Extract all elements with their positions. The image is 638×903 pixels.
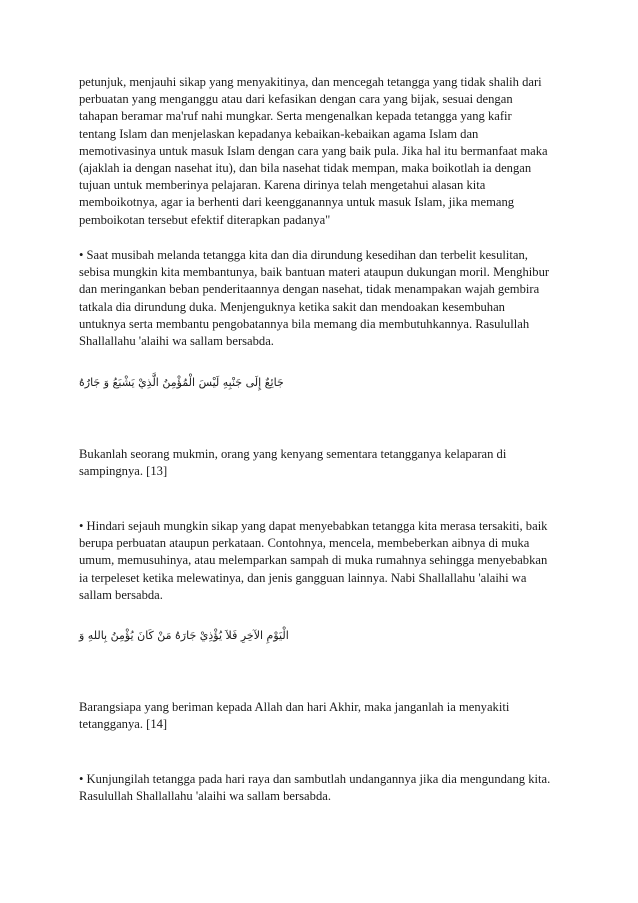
- paragraph-hadith-2-translation: [79, 699, 569, 733]
- text-line: Barangsiapa yang beriman kepada Allah dan hari Akhir, maka janganlah ia menyakiti: [79, 700, 510, 714]
- text-line: Rasulullah Shallallahu 'alaihi wa sallam bersabda.: [79, 789, 331, 804]
- paragraph-bullet-avoid-harm: [79, 518, 569, 604]
- text-line: untuknya serta membantu pengobatannya bila memang dia membutuhkannya. Rasulullah: [79, 316, 530, 331]
- text-line: • Kunjungilah tetangga pada hari raya dan sambutlah undangannya jika dia mengundang kita.: [79, 772, 551, 786]
- text-line: perbuatan yang menganggu atau dari kefasikan dengan cara yang bijak, sesuai dengan: [79, 92, 513, 107]
- text-line: Shallallahu 'alaihi wa sallam bersabda.: [79, 334, 274, 349]
- text-line: umum, memusuhinya, atau melemparkan sampah di muka rumahnya sehingga menyebabkan: [79, 553, 548, 568]
- arabic-hadith-1: جَائِعٌ إِلَى جَنْبِهِ لَيْسَ الْمُؤْمِنُ الَّذِيْ يَشْبَعُ وَ جَارُهُ: [79, 376, 284, 389]
- text-line: memotivasinya untuk masuk Islam dengan cara yang baik pula. Jika hal itu bermanfaat maka: [79, 143, 548, 158]
- text-line: tentang Islam dan menjelaskan kepadanya kebaikan-kebaikan agama Islam dan: [79, 126, 479, 141]
- arabic-hadith-2: الْيَوْمِ الآخِرِ فَلاَ يُؤْذِيْ جَارَهُ مَنْ كَانَ يُؤْمِنُ بِاللهِ وَ: [79, 629, 289, 642]
- paragraph-hadith-1-translation: [79, 446, 569, 480]
- text-line: tahapan beramar ma'ruf nahi mungkar. Serta mengenalkan kepada tetangga yang kafir: [79, 109, 512, 124]
- text-line: dan meringankan beban penderitaannya dengan nasehat, tidak menampakan wajah gembira: [79, 282, 540, 297]
- text-line: berupa perbuatan ataupun perkataan. Contohnya, mencela, membeberkan aibnya di muka: [79, 536, 530, 551]
- text-line: sebisa mungkin kita membantunya, baik bantuan materi ataupun dukungan moril. Menghibur: [79, 265, 550, 280]
- text-line: sampingnya. [13]: [79, 464, 168, 479]
- text-line: ia terpeleset ketika melewatinya, dan jenis gangguan lainnya. Nabi Shallallahu 'alaihi wa: [79, 570, 527, 585]
- text-line: pemboikotan tersebut efektif diterapkan padanya": [79, 212, 331, 227]
- text-line: tetangganya. [14]: [79, 717, 168, 732]
- text-line: memboikotnya, agar ia berhenti dari keengganannya untuk masuk Islam, jika memang: [79, 195, 515, 210]
- text-line: petunjuk, menjauhi sikap yang menyakitinya, dan mencegah tetangga yang tidak shalih dari: [79, 75, 542, 89]
- text-line: tatkala dia dirundung duka. Menjenguknya ketika sakit dan mendoakan kesembuhan: [79, 299, 505, 314]
- text-line: tujuan untuk memberinya pelajaran. Karena dirinya telah mengetahui alasan kita: [79, 178, 486, 193]
- paragraph-bullet-calamity: [79, 247, 569, 350]
- paragraph-bullet-visit: [79, 771, 569, 805]
- text-line: • Saat musibah melanda tetangga kita dan dia dirundung kesedihan dan terbelit kesulitan,: [79, 248, 528, 262]
- text-line: Bukanlah seorang mukmin, orang yang kenyang sementara tetangganya kelaparan di: [79, 447, 507, 461]
- text-line: sallam bersabda.: [79, 587, 163, 602]
- paragraph-neighbor-guidance: [79, 74, 569, 229]
- text-line: (ajaklah ia dengan nasehat itu), dan bila nasehat tidak mempan, maka boikotlah ia dengan: [79, 161, 532, 176]
- text-line: • Hindari sejauh mungkin sikap yang dapat menyebabkan tetangga kita merasa tersakiti, baik: [79, 519, 548, 533]
